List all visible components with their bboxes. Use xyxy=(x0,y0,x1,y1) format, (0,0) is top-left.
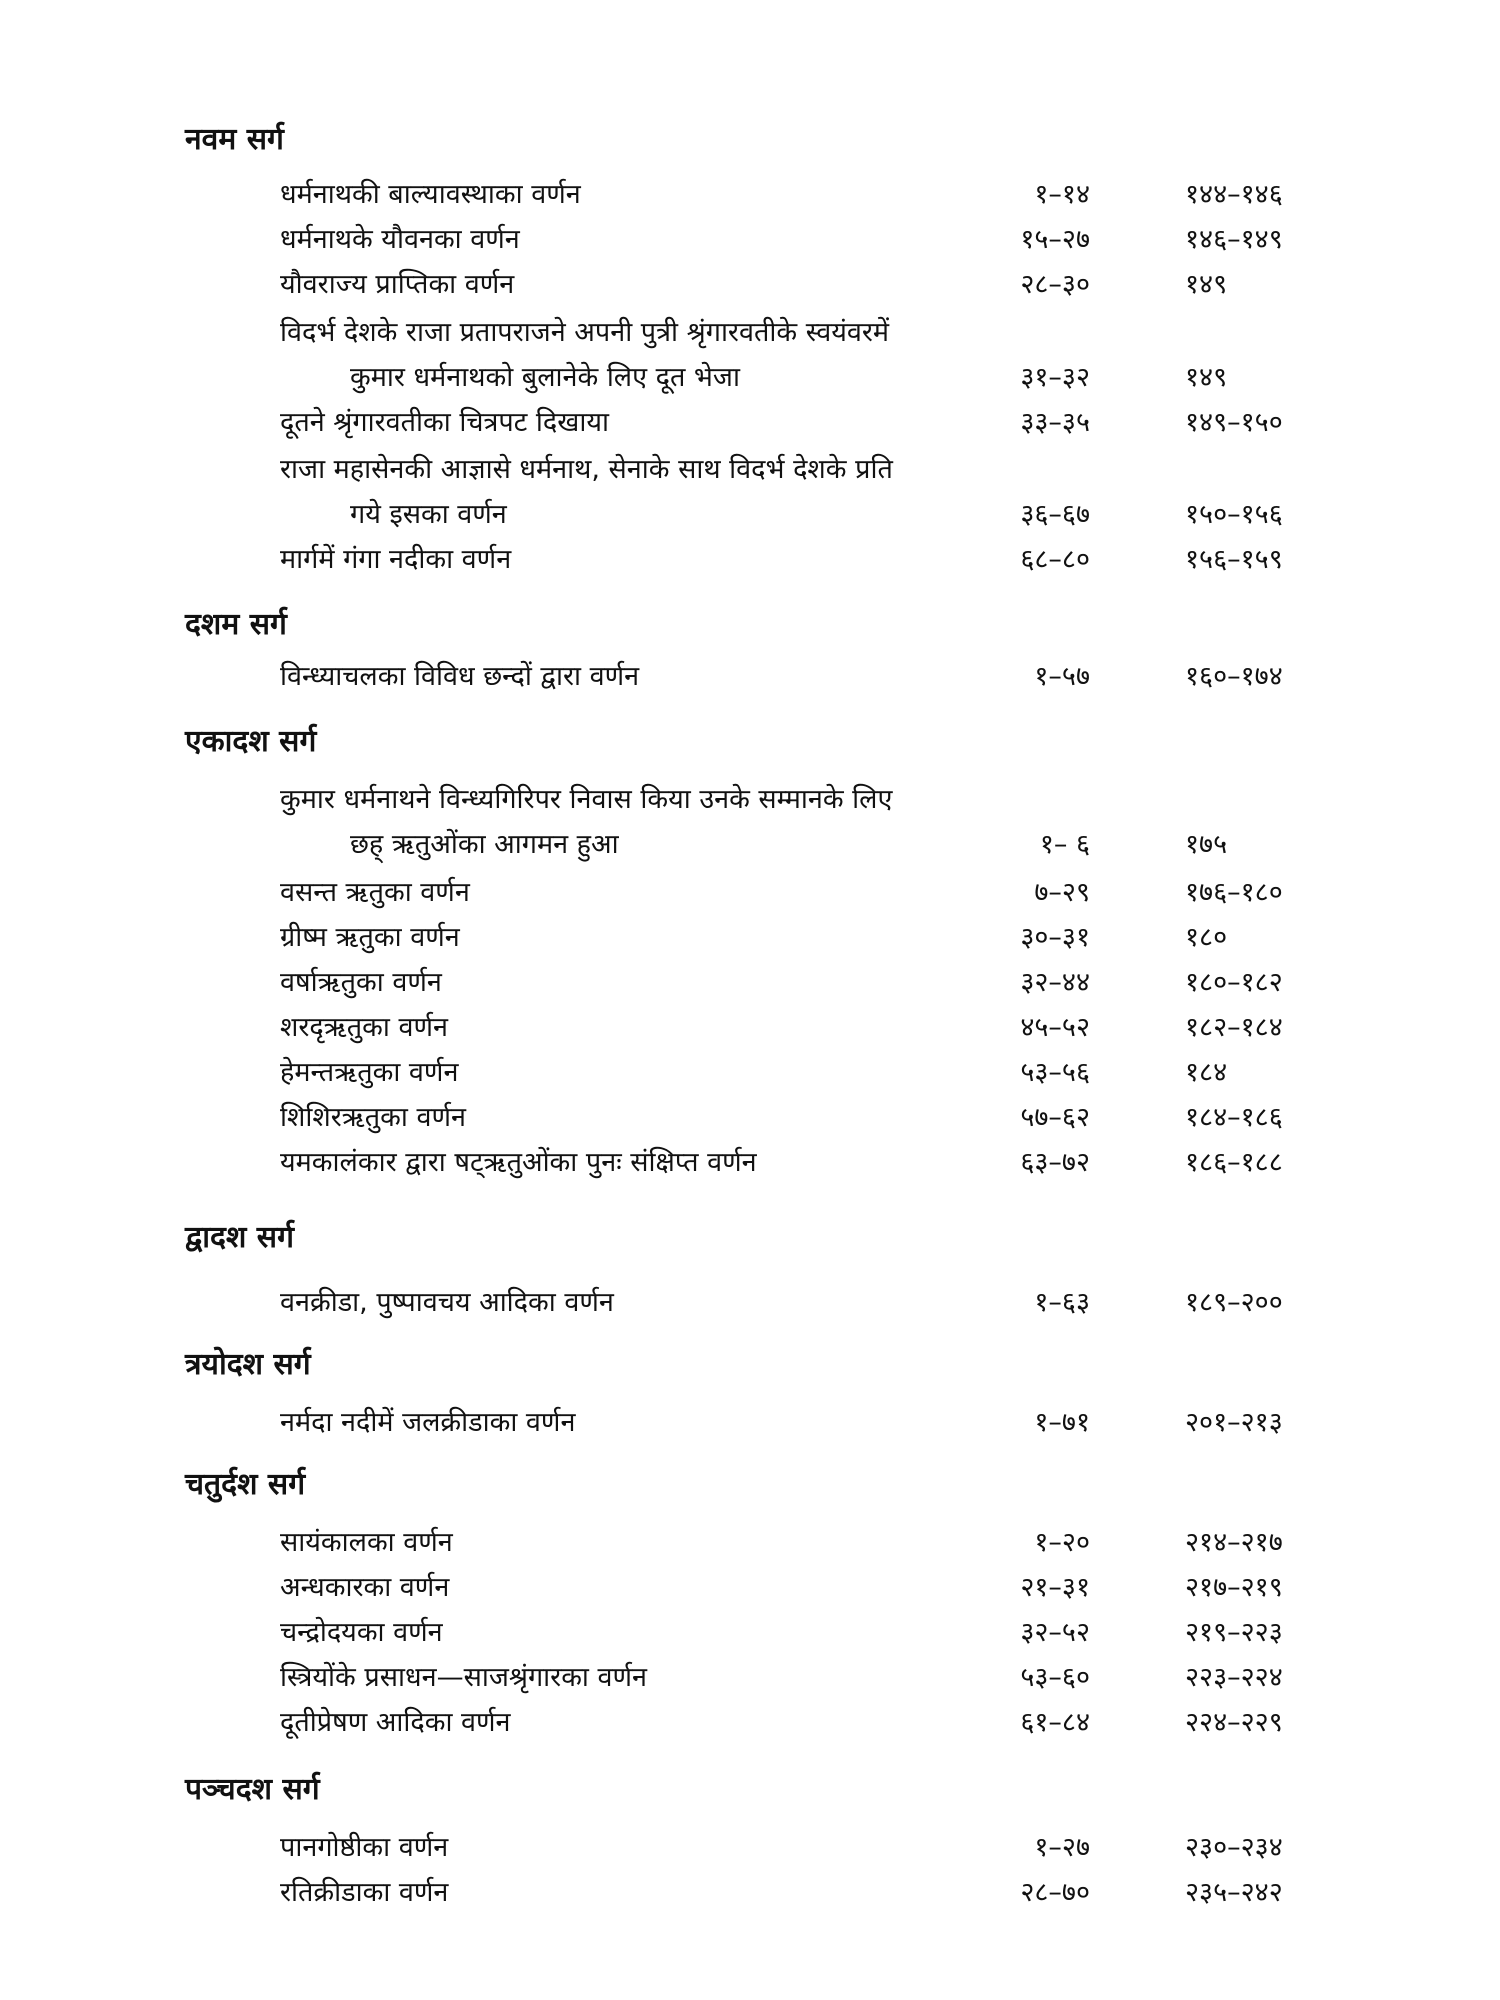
entry-pages: १४९ xyxy=(1185,269,1228,300)
entry-description: धर्मनाथकी बाल्यावस्थाका वर्णन xyxy=(280,179,581,210)
entry-description: वनक्रीडा, पुष्पावचय आदिका वर्णन xyxy=(280,1287,614,1318)
entry-verses: १–७१ xyxy=(1034,1407,1090,1438)
toc-entry xyxy=(0,265,1500,305)
toc-entry xyxy=(0,1873,1500,1913)
entry-pages: १५६–१५९ xyxy=(1185,544,1283,575)
entry-pages: १७५ xyxy=(1185,829,1228,860)
entry-verses: १–५७ xyxy=(1034,661,1090,692)
toc-entry xyxy=(0,1523,1500,1563)
entry-verses: १–२७ xyxy=(1034,1832,1090,1863)
section-heading-13: त्रयोदश सर्ग xyxy=(185,1347,311,1382)
entry-verses: ३३–३५ xyxy=(1020,407,1090,438)
entry-description: शरदृऋतुका वर्णन xyxy=(280,1012,448,1043)
entry-description: विन्ध्याचलका विविध छन्दों द्वारा वर्णन xyxy=(280,661,640,692)
entry-pages: १८९–२०० xyxy=(1185,1287,1283,1318)
entry-verses: १–२० xyxy=(1034,1527,1090,1558)
entry-pages: १४९ xyxy=(1185,362,1228,393)
toc-entry xyxy=(0,1613,1500,1653)
toc-entry-continued xyxy=(0,825,1500,865)
entry-pages: १८०–१८२ xyxy=(1185,967,1283,998)
entry-description: रतिक्रीडाका वर्णन xyxy=(280,1877,449,1908)
toc-entry-continued xyxy=(0,495,1500,535)
entry-verses: ६८–८० xyxy=(1020,544,1090,575)
toc-entry xyxy=(0,403,1500,443)
entry-verses: ३६–६७ xyxy=(1020,499,1090,530)
entry-verses: ३१–३२ xyxy=(1020,362,1090,393)
section-heading-12: द्वादश सर्ग xyxy=(185,1220,294,1255)
entry-verses: ६३–७२ xyxy=(1020,1147,1090,1178)
entry-pages: १४९–१५० xyxy=(1185,407,1283,438)
entry-verses: २१–३१ xyxy=(1020,1572,1090,1603)
entry-pages: १७६–१८० xyxy=(1185,877,1283,908)
entry-description: हेमन्तऋतुका वर्णन xyxy=(280,1057,459,1088)
entry-pages: २१४–२१७ xyxy=(1185,1527,1283,1558)
toc-entry xyxy=(0,540,1500,580)
entry-verses: १–६३ xyxy=(1034,1287,1090,1318)
entry-description: मार्गमें गंगा नदीका वर्णन xyxy=(280,544,512,575)
entry-pages: १८६–१८८ xyxy=(1185,1147,1283,1178)
toc-entry xyxy=(0,873,1500,913)
entry-pages: २२३–२२४ xyxy=(1185,1662,1283,1693)
toc-entry xyxy=(0,1283,1500,1323)
entry-verses: ६१–८४ xyxy=(1020,1707,1090,1738)
entry-verses: ३०–३१ xyxy=(1020,922,1090,953)
entry-pages: १८२–१८४ xyxy=(1185,1012,1283,1043)
toc-entry xyxy=(0,450,1500,490)
entry-verses: १–१४ xyxy=(1034,179,1090,210)
entry-description-continued: गये इसका वर्णन xyxy=(350,499,507,530)
toc-entry xyxy=(0,1098,1500,1138)
entry-verses: ४५–५२ xyxy=(1020,1012,1090,1043)
section-heading-9: नवम सर्ग xyxy=(185,122,284,157)
entry-pages: २१७–२१९ xyxy=(1185,1572,1283,1603)
entry-description-continued: छह् ऋतुओंका आगमन हुआ xyxy=(350,829,619,860)
toc-entry-continued xyxy=(0,358,1500,398)
entry-description: सायंकालका वर्णन xyxy=(280,1527,453,1558)
entry-pages: १८० xyxy=(1185,922,1228,953)
entry-verses: २८–३० xyxy=(1020,269,1090,300)
entry-verses: ३२–४४ xyxy=(1020,967,1090,998)
entry-verses: ३२–५२ xyxy=(1020,1617,1090,1648)
toc-entry xyxy=(0,1143,1500,1183)
entry-pages: २०१–२१३ xyxy=(1185,1407,1283,1438)
entry-description: शिशिरऋतुका वर्णन xyxy=(280,1102,466,1133)
toc-entry xyxy=(0,220,1500,260)
entry-description: पानगोष्ठीका वर्णन xyxy=(280,1832,449,1863)
toc-entry xyxy=(0,1828,1500,1868)
entry-description-continued: कुमार धर्मनाथको बुलानेके लिए दूत भेजा xyxy=(350,362,740,393)
entry-pages: २३५–२४२ xyxy=(1185,1877,1283,1908)
entry-description: विदर्भ देशके राजा प्रतापराजने अपनी पुत्री श्रृंगारवतीके स्वयंवरमें xyxy=(280,317,890,348)
entry-pages: १४४–१४६ xyxy=(1185,179,1283,210)
entry-description: राजा महासेनकी आज्ञासे धर्मनाथ, सेनाके साथ विदर्भ देशके प्रति xyxy=(280,454,893,485)
entry-description: ग्रीष्म ऋतुका वर्णन xyxy=(280,922,460,953)
entry-pages: १६०–१७४ xyxy=(1185,661,1283,692)
toc-entry xyxy=(0,1568,1500,1608)
entry-pages: १८४ xyxy=(1185,1057,1228,1088)
entry-description: दूतीप्रेषण आदिका वर्णन xyxy=(280,1707,511,1738)
toc-entry xyxy=(0,1703,1500,1743)
toc-entry xyxy=(0,313,1500,353)
entry-description: धर्मनाथके यौवनका वर्णन xyxy=(280,224,520,255)
section-heading-14: चतुर्दश सर्ग xyxy=(185,1467,306,1502)
toc-entry xyxy=(0,918,1500,958)
entry-description: कुमार धर्मनाथने विन्ध्यगिरिपर निवास किया उनके सम्मानके लिए xyxy=(280,784,893,815)
entry-verses: १५–२७ xyxy=(1020,224,1090,255)
entry-verses: ७–२९ xyxy=(1034,877,1090,908)
entry-description: वर्षाऋतुका वर्णन xyxy=(280,967,442,998)
entry-description: वसन्त ऋतुका वर्णन xyxy=(280,877,470,908)
toc-entry xyxy=(0,657,1500,697)
section-heading-10: दशम सर्ग xyxy=(185,607,287,642)
entry-verses: ५३–५६ xyxy=(1020,1057,1090,1088)
entry-description: यौवराज्य प्राप्तिका वर्णन xyxy=(280,269,515,300)
toc-entry xyxy=(0,780,1500,820)
entry-description: अन्धकारका वर्णन xyxy=(280,1572,450,1603)
entry-description: दूतने श्रृंगारवतीका चित्रपट दिखाया xyxy=(280,407,609,438)
toc-entry xyxy=(0,1403,1500,1443)
entry-pages: २१९–२२३ xyxy=(1185,1617,1283,1648)
toc-entry xyxy=(0,1008,1500,1048)
entry-verses: २८–७० xyxy=(1020,1877,1090,1908)
entry-verses: ५३–६० xyxy=(1020,1662,1090,1693)
section-heading-15: पञ्चदश सर्ग xyxy=(185,1772,320,1807)
entry-description: चन्द्रोदयका वर्णन xyxy=(280,1617,443,1648)
entry-pages: २३०–२३४ xyxy=(1185,1832,1283,1863)
toc-entry xyxy=(0,1053,1500,1093)
entry-description: यमकालंकार द्वारा षट्ऋतुओंका पुनः संक्षिप्त वर्णन xyxy=(280,1147,757,1178)
entry-pages: १४६–१४९ xyxy=(1185,224,1283,255)
entry-description: नर्मदा नदीमें जलक्रीडाका वर्णन xyxy=(280,1407,576,1438)
entry-description: स्त्रियोंके प्रसाधन—साजश्रृंगारका वर्णन xyxy=(280,1662,648,1693)
entry-verses: ५७–६२ xyxy=(1020,1102,1090,1133)
section-heading-11: एकादश सर्ग xyxy=(185,724,317,759)
entry-pages: २२४–२२९ xyxy=(1185,1707,1283,1738)
toc-entry xyxy=(0,963,1500,1003)
entry-pages: १५०–१५६ xyxy=(1185,499,1283,530)
toc-entry xyxy=(0,1658,1500,1698)
entry-pages: १८४–१८६ xyxy=(1185,1102,1283,1133)
toc-entry xyxy=(0,175,1500,215)
entry-verses: १– ६ xyxy=(1039,829,1090,860)
